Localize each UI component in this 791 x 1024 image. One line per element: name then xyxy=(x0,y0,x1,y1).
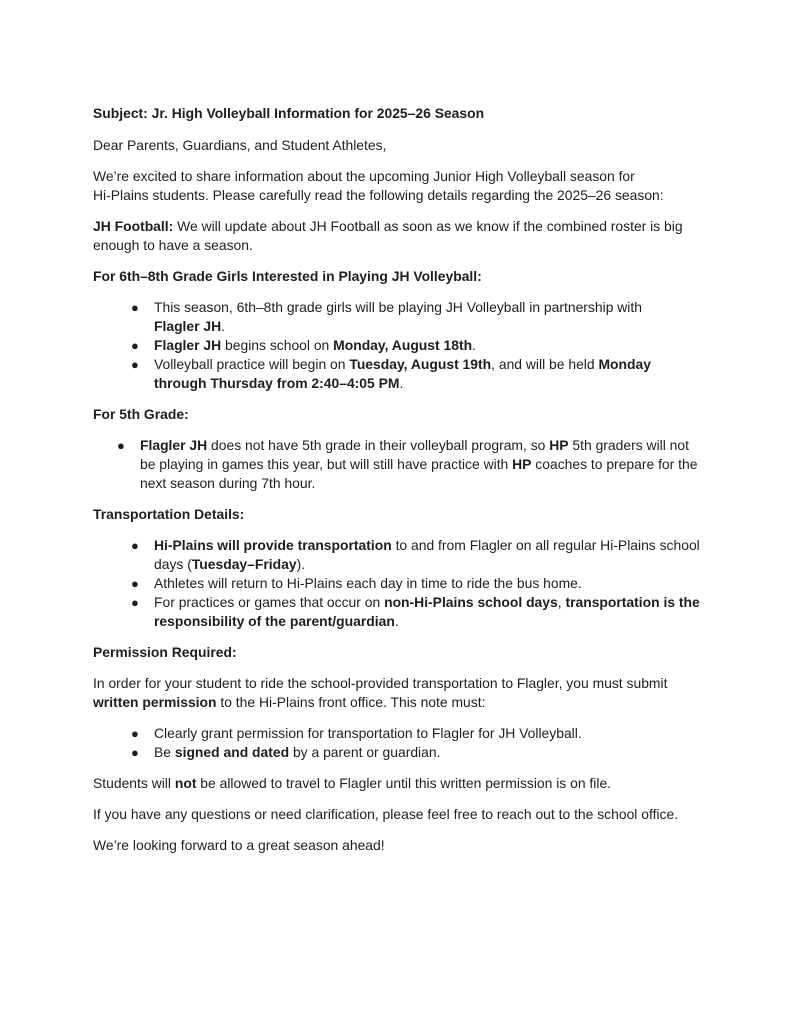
item-text: . xyxy=(394,613,399,629)
bullet-icon: ● xyxy=(131,538,139,553)
intro-line-1: We’re excited to share information about the upcoming Junior High Volleyball season for xyxy=(93,168,635,184)
item-bold: not xyxy=(174,775,197,791)
item-bold: Flagler JH xyxy=(140,437,208,453)
list-item xyxy=(93,593,703,631)
item-text: . xyxy=(399,375,404,391)
permission-list xyxy=(93,724,703,762)
football-label: JH Football: xyxy=(93,218,174,234)
item-text: to the Hi-Plains front office. This note must: xyxy=(216,694,486,710)
transport-heading xyxy=(93,505,703,524)
bullet-icon: ● xyxy=(131,726,139,741)
item-bold: Hi-Plains will provide transportation xyxy=(154,537,392,553)
bullet-icon: ● xyxy=(131,300,139,315)
letter-page xyxy=(93,104,703,867)
item-bold: Flagler JH xyxy=(154,318,222,334)
item-text: be allowed to travel to Flagler until this written permission is on file. xyxy=(196,775,612,791)
item-text: begins school on xyxy=(221,337,334,353)
item-text: Athletes will return to Hi-Plains each day in time to ride the bus home. xyxy=(154,575,582,591)
item-bold: Flagler JH xyxy=(154,337,222,353)
item-bold: Tuesday, August 19th xyxy=(349,356,492,372)
section-6-8-heading xyxy=(93,267,703,286)
item-text: For practices or games that occur on xyxy=(154,594,385,610)
item-text: coaches to prepare for the next season during 7th hour. xyxy=(140,456,698,491)
item-bold: HP xyxy=(549,437,569,453)
item-text: In order for your student to ride the school-provided transportation to Flagler, you must submit xyxy=(93,675,668,691)
list-item xyxy=(93,298,703,336)
item-bold: written permission xyxy=(93,694,217,710)
intro-line-2: Hi-Plains students. Please carefully read the following details regarding the 2025–26 season: xyxy=(93,187,664,203)
list-item xyxy=(93,436,703,493)
section-5-heading xyxy=(93,405,703,424)
item-bold: Tuesday–Friday xyxy=(191,556,297,572)
permission-paragraph xyxy=(93,674,703,712)
section-5-heading-text: For 5th Grade: xyxy=(93,406,189,422)
subject-line: Subject: Jr. High Volleyball Information for 2025–26 Season xyxy=(93,105,485,121)
permission-heading xyxy=(93,643,703,662)
bullet-icon: ● xyxy=(131,576,139,591)
item-bold: non-Hi-Plains school days xyxy=(384,594,558,610)
item-text: Be xyxy=(154,744,175,760)
item-text: . xyxy=(472,337,476,353)
item-text: . xyxy=(221,318,226,334)
item-text: does not have 5th grade in their volleyball program, so xyxy=(207,437,550,453)
item-bold: transportation is the responsibility of the parent/guardian xyxy=(154,594,700,629)
transport-list xyxy=(93,536,703,631)
section-6-8-list xyxy=(93,298,703,393)
bullet-icon: ● xyxy=(131,338,139,353)
item-bold: HP xyxy=(512,456,532,472)
list-item xyxy=(93,724,703,743)
item-text: This season, 6th–8th grade girls will be playing JH Volleyball in partnership with xyxy=(154,299,642,315)
item-text: , xyxy=(557,594,566,610)
football-text: We will update about JH Football as soon as we know if the combined roster is big enough to have a season. xyxy=(93,218,683,253)
item-text: Students will xyxy=(93,775,175,791)
list-item xyxy=(93,574,703,593)
not-allowed-paragraph xyxy=(93,774,703,793)
section-5-list xyxy=(93,436,703,493)
item-bold: Monday, August 18th xyxy=(333,337,473,353)
item-text: by a parent or guardian. xyxy=(289,744,441,760)
list-item xyxy=(93,355,703,393)
questions-paragraph: If you have any questions or need clarification, please feel free to reach out to the school office. xyxy=(93,806,679,822)
closing-paragraph: We’re looking forward to a great season ahead! xyxy=(93,837,385,853)
list-item xyxy=(93,336,703,355)
item-bold: Monday through Thursday from 2:40–4:05 PM xyxy=(154,356,651,391)
item-text: to and from Flagler on all regular Hi-Plains school days ( xyxy=(154,537,700,572)
bullet-icon: ● xyxy=(131,745,139,760)
greeting: Dear Parents, Guardians, and Student Athletes, xyxy=(93,137,387,153)
permission-heading-text: Permission Required: xyxy=(93,644,237,660)
bullet-icon: ● xyxy=(131,357,139,372)
football-paragraph xyxy=(93,217,703,255)
intro-paragraph xyxy=(93,167,703,205)
item-text: ). xyxy=(296,556,306,572)
item-text: Clearly grant permission for transportation to Flagler for JH Volleyball. xyxy=(154,725,582,741)
item-text: , and will be held xyxy=(491,356,599,372)
list-item xyxy=(93,743,703,762)
item-text: 5th graders will not be playing in games this year, but will still have practice with xyxy=(140,437,689,472)
bullet-icon: ● xyxy=(131,595,139,610)
list-item xyxy=(93,536,703,574)
section-6-8-heading-text: For 6th–8th Grade Girls Interested in Playing JH Volleyball: xyxy=(93,268,482,284)
transport-heading-text: Transportation Details: xyxy=(93,506,245,522)
bullet-icon: ● xyxy=(117,438,125,453)
item-bold: signed and dated xyxy=(174,744,290,760)
item-text: Volleyball practice will begin on xyxy=(154,356,350,372)
